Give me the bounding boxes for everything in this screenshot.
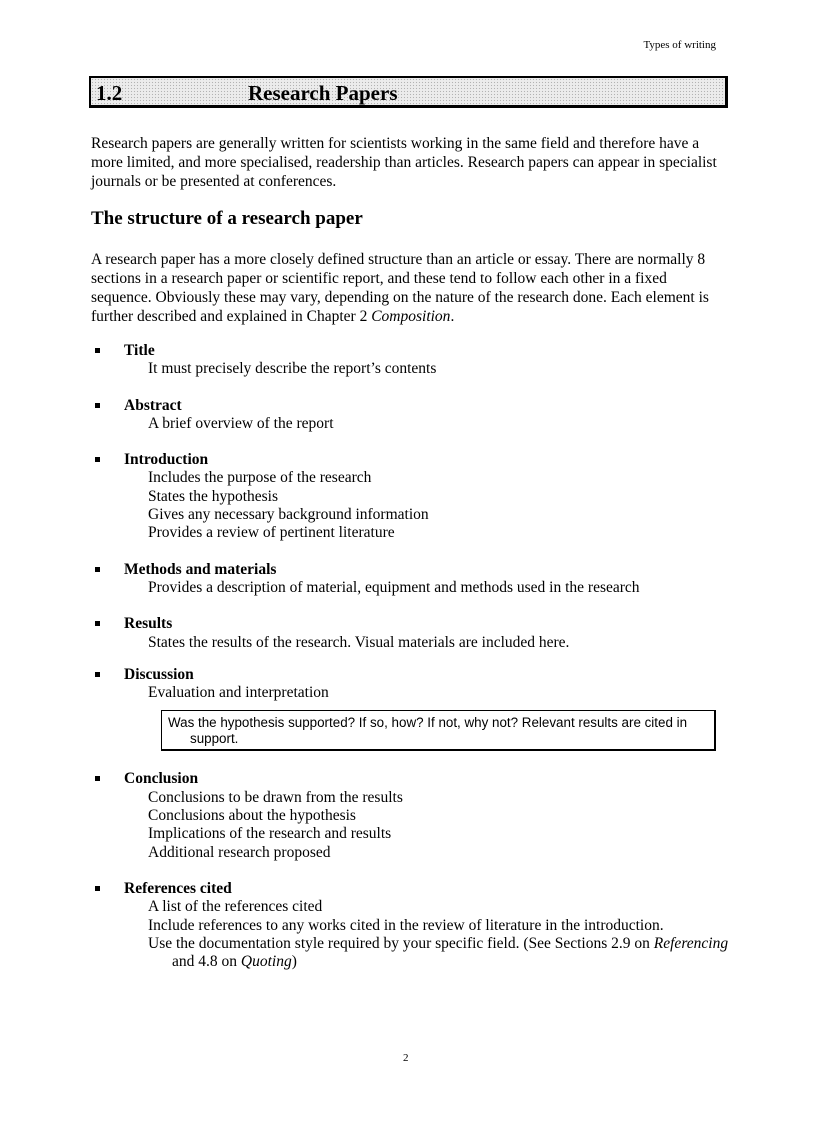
- running-header: Types of writing: [643, 39, 716, 51]
- list-item: [91, 666, 731, 752]
- list-item-title: Conclusion: [124, 770, 199, 788]
- referencing-emphasis: Referencing: [653, 934, 729, 952]
- intro-paragraph: Research papers are generally written for scientists working in the same field and therefore have a more limited, and more specialised, readership than articles. Research papers can appear in specialist journals or be presented at conferences.: [91, 135, 717, 190]
- bullet-icon: [95, 621, 100, 626]
- list-item-title: Abstract: [124, 396, 182, 414]
- list-item-line: Use the documentation style required by your specific field. (See Sections 2.9 on Referencing and 4.8 on Quoting): [148, 934, 729, 971]
- list-item-line: Includes the purpose of the research: [148, 469, 372, 487]
- list-item-line: Additional research proposed: [148, 843, 331, 861]
- list-item-title: References cited: [124, 879, 232, 897]
- list-item-line: Implications of the research and results: [148, 825, 392, 843]
- list-item-line: It must precisely describe the report’s contents: [148, 360, 437, 378]
- bullet-icon: [95, 672, 100, 677]
- list-item-line: Gives any necessary background information: [148, 506, 429, 524]
- list-item-title: Title: [124, 342, 155, 359]
- subheading: The structure of a research paper: [91, 208, 363, 229]
- list-item: [91, 880, 731, 971]
- list-item-line: States the hypothesis: [148, 487, 279, 505]
- bullet-icon: [95, 457, 100, 462]
- section-heading-banner: [89, 76, 728, 108]
- list-item-title: Discussion: [124, 665, 194, 683]
- bullet-icon: [95, 886, 100, 891]
- list-item-line: Conclusions about the hypothesis: [148, 807, 356, 825]
- composition-emphasis: Composition: [371, 308, 451, 325]
- list-item-title: Methods and materials: [124, 560, 277, 578]
- bullet-icon: [95, 567, 100, 572]
- list-item-line: Provides a review of pertinent literature: [148, 524, 395, 542]
- bullet-icon: [95, 776, 100, 781]
- list-item-line: Evaluation and interpretation: [148, 684, 329, 702]
- list-item: [91, 770, 731, 861]
- list-item: [91, 342, 731, 379]
- list-item: [91, 451, 731, 542]
- list-item-line: Conclusions to be drawn from the results: [148, 788, 403, 806]
- discussion-note-box: [161, 710, 716, 751]
- list-item-line: A list of the references cited: [148, 898, 323, 916]
- section-number: 1.2: [96, 81, 123, 105]
- discussion-note-text: Was the hypothesis supported? If so, how? If not, why not? Relevant results are cited in support.: [168, 715, 688, 747]
- list-item: [91, 615, 731, 652]
- bullet-icon: [95, 403, 100, 408]
- bullet-icon: [95, 348, 100, 353]
- list-item-line: A brief overview of the report: [148, 414, 334, 432]
- list-item-title: Results: [124, 615, 173, 633]
- list-item-title: Introduction: [124, 451, 209, 469]
- section-list: [91, 342, 731, 971]
- section-title: Research Papers: [248, 81, 398, 105]
- list-item: [91, 561, 731, 598]
- list-item: [91, 397, 731, 434]
- list-item-line: States the results of the research. Visual materials are included here.: [148, 633, 570, 651]
- structure-paragraph: A research paper has a more closely defined structure than an article or essay. There are normally 8 sections in a research paper or scientific report, and these tend to follow each other in a fixed sequence. Obviously these may vary, depending on the nature of the research done. Each element is further described and explained in Chapter 2 Composition.: [91, 251, 709, 325]
- page-number: 2: [403, 1052, 409, 1064]
- list-item-line: Include references to any works cited in the review of literature in the introduction.: [148, 916, 664, 934]
- quoting-emphasis: Quoting: [240, 953, 292, 971]
- list-item-line: Provides a description of material, equipment and methods used in the research: [148, 578, 640, 596]
